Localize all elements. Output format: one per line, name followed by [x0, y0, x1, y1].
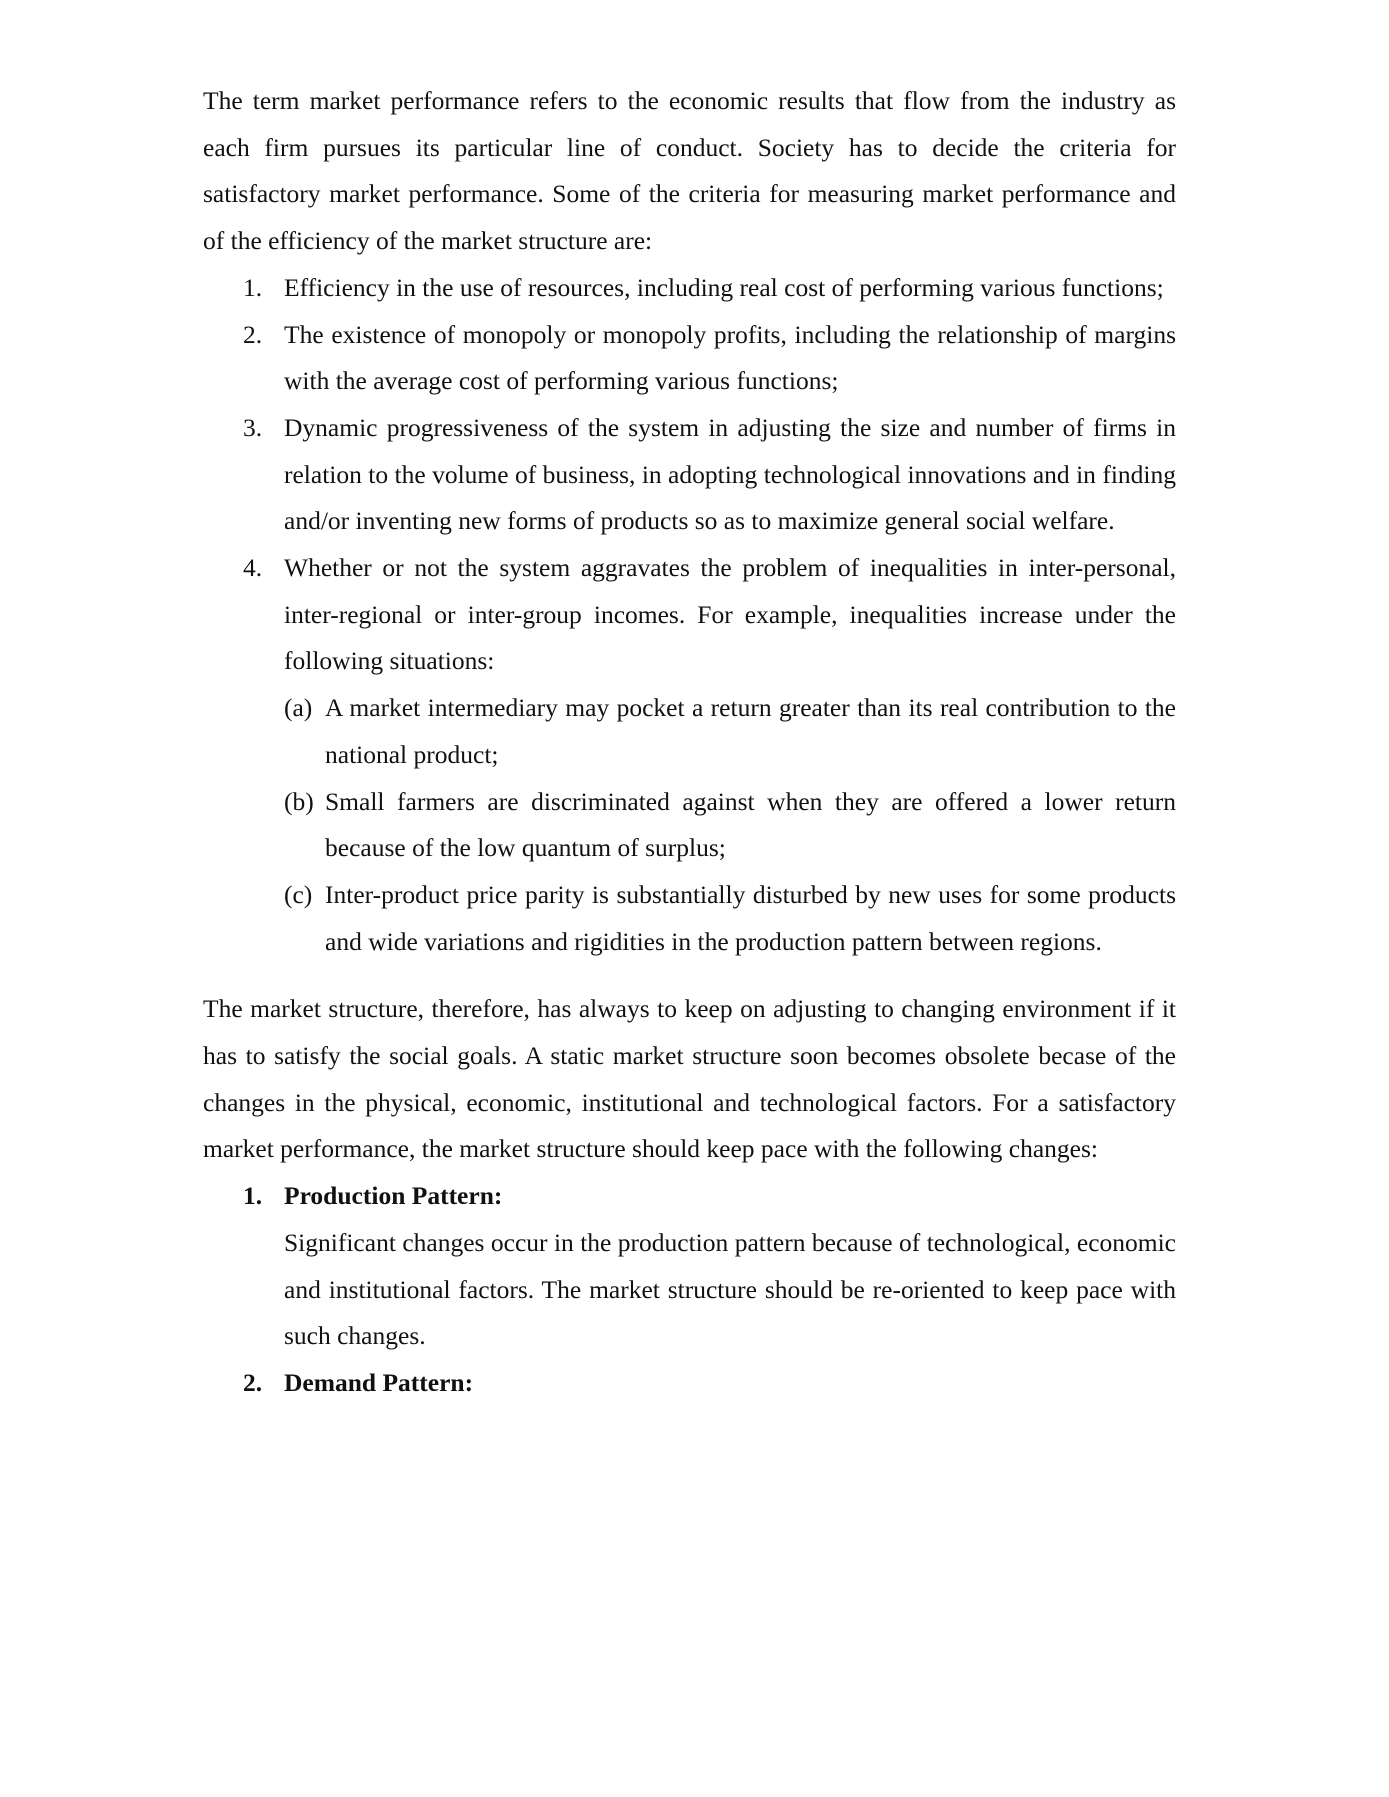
list-text: Whether or not the system aggravates the problem of inequalities in inter-personal, inter-regional or inter-group incomes. For example, inequalities increase under the following situations:: [284, 553, 1176, 676]
list-number: 3.: [243, 412, 263, 442]
criteria-item: [203, 265, 1176, 312]
sub-text: Inter-product price parity is substantially disturbed by new uses for some products and wide variations and rigidities in the production pattern between regions.: [325, 879, 1176, 956]
criteria-item: [203, 545, 1176, 685]
list-number: 1.: [243, 272, 263, 302]
spacer: [203, 965, 1176, 986]
list-text: The existence of monopoly or monopoly profits, including the relationship of margins with the average cost of performing various functions;: [284, 319, 1176, 396]
change-text: Significant changes occur in the production pattern because of technological, economic and institutional factors. The market structure should be re-oriented to keep pace with such changes.: [284, 1227, 1176, 1351]
list-number: 2.: [243, 1367, 263, 1397]
heading-text: Production Pattern:: [284, 1181, 503, 1211]
list-text: Dynamic progressiveness of the system in adjusting the size and number of firms in relation to the volume of business, in adopting technological innovations and in finding and/or inventing new forms of products so as to maximize general social welfare.: [284, 412, 1176, 536]
change-body: [203, 1220, 1176, 1360]
criteria-item: [203, 312, 1176, 405]
criteria-item: [203, 405, 1176, 545]
sub-label: (a): [284, 693, 313, 723]
sub-text: Small farmers are discriminated against when they are offered a lower return because of the low quantum of surplus;: [325, 786, 1176, 863]
change-heading: [203, 1173, 1176, 1220]
sub-label: (b): [284, 786, 314, 816]
change-heading: [203, 1360, 1176, 1407]
sub-label: (c): [284, 879, 313, 909]
list-number: 2.: [243, 319, 263, 349]
list-number: 4.: [243, 553, 263, 583]
heading-text: Demand Pattern:: [284, 1367, 474, 1397]
situation-item: [203, 685, 1176, 778]
list-number: 1.: [243, 1181, 263, 1211]
sub-text: A market intermediary may pocket a return greater than its real contribution to the national product;: [325, 693, 1176, 769]
situation-item: [203, 779, 1176, 872]
intro-paragraph: The term market performance refers to the economic results that flow from the industry as each firm pursues its particular line of conduct. Society has to decide the criteria for satisfactory market performance. Some of the criteria for measuring market performance and of the efficiency of the market structure are:: [203, 86, 1176, 256]
document-page: [203, 78, 1176, 1407]
second-paragraph: The market structure, therefore, has always to keep on adjusting to changing environment if it has to satisfy the social goals. A static market structure soon becomes obsolete becase of the changes in the physical, economic, institutional and technological factors. For a satisfactory market performance, the market structure should keep pace with the following changes:: [203, 994, 1176, 1164]
situation-item: [203, 872, 1176, 965]
list-text: Efficiency in the use of resources, including real cost of performing various functions;: [284, 272, 1164, 302]
